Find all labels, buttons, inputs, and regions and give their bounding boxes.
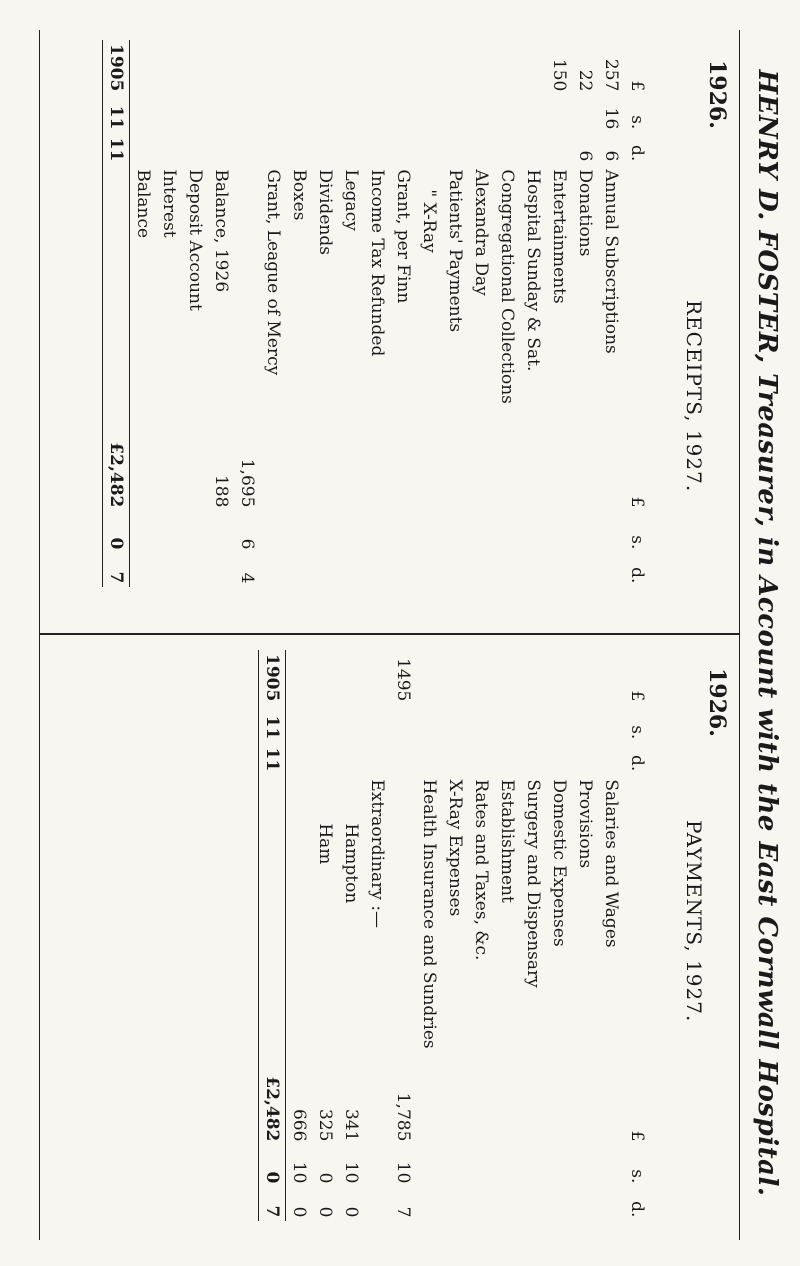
prev-pounds <box>182 40 208 95</box>
prev-pounds <box>338 40 364 95</box>
total-pounds: £2,482 <box>262 1076 282 1142</box>
account-row <box>338 650 364 1221</box>
amount-pence <box>390 553 416 587</box>
amount-shillings <box>260 511 286 553</box>
amount-pence <box>442 1187 468 1221</box>
amount-shillings <box>494 1145 520 1187</box>
prev-pence <box>130 133 157 165</box>
prev-pounds <box>390 40 416 95</box>
prev-pence <box>338 743 364 775</box>
prev-pence: 6 <box>601 150 621 162</box>
total-shillings: 0 <box>262 1171 282 1184</box>
row-label <box>234 165 260 438</box>
prev-shillings <box>468 95 494 133</box>
prev-shillings <box>416 95 442 133</box>
prev-pounds: 1495 <box>393 658 413 702</box>
total-shillings: 0 <box>106 537 126 550</box>
account-row <box>572 40 598 587</box>
account-row <box>546 650 572 1221</box>
row-label: Provisions <box>575 779 595 869</box>
row-label: Extraordinary :— <box>367 779 387 929</box>
row-label: Balance <box>133 169 153 239</box>
amount-pounds <box>442 1072 468 1145</box>
row-label: Legacy <box>341 169 361 231</box>
prev-pounds <box>286 40 312 95</box>
prev-pence <box>494 133 520 165</box>
account-row <box>494 650 520 1221</box>
account-row <box>572 650 598 1221</box>
amount-pounds <box>494 438 520 511</box>
prev-pounds <box>494 650 520 705</box>
row-label: Income Tax Refunded <box>367 169 387 357</box>
prev-pence <box>234 133 260 165</box>
amount-shillings <box>494 511 520 553</box>
amount-pounds <box>286 438 312 511</box>
row-label: Alexandra Day <box>471 169 491 296</box>
amount-shillings <box>130 511 157 553</box>
prev-pence <box>156 133 182 165</box>
row-label: Patients' Payments <box>445 169 465 333</box>
amount-pence <box>572 553 598 587</box>
amount-pounds <box>312 438 338 511</box>
account-row <box>416 40 442 587</box>
total-prev-pence: 11 <box>262 747 282 772</box>
col-head: £ <box>627 690 647 702</box>
amount-pounds <box>338 438 364 511</box>
prev-pounds <box>416 40 442 95</box>
amount-pence <box>260 553 286 587</box>
amount-pence <box>494 553 520 587</box>
total-pounds: £2,482 <box>106 442 126 508</box>
prev-shillings <box>546 95 572 133</box>
account-row <box>520 650 546 1221</box>
prev-pounds <box>286 650 313 705</box>
prev-shillings <box>130 95 157 133</box>
prev-pounds <box>338 650 364 705</box>
row-label: Congregational Collections <box>497 169 517 404</box>
amount-shillings <box>546 1145 572 1187</box>
account-row <box>364 650 390 1221</box>
account-row <box>234 40 260 587</box>
receipts-col-heads <box>624 40 650 587</box>
amount-pounds <box>130 438 157 511</box>
row-label: Dividends <box>315 169 335 255</box>
row-label: X-Ray Expenses <box>445 779 465 917</box>
receipts-total-row <box>103 40 130 587</box>
account-row <box>598 650 624 1221</box>
prev-pounds <box>234 40 260 95</box>
prev-pence <box>390 743 416 775</box>
amount-pence <box>468 553 494 587</box>
account-row <box>338 40 364 587</box>
column-divider <box>40 633 740 635</box>
page-heading: HENRY D. FOSTER, Treasurer, in Account with the East Cornwall Hospital. <box>752 69 782 1197</box>
account-row <box>390 40 416 587</box>
payments-title: PAYMENTS, 1927. <box>682 820 706 1023</box>
prev-pence <box>286 743 313 775</box>
prev-pounds <box>364 650 390 705</box>
prev-pence <box>312 743 338 775</box>
amount-shillings <box>598 511 624 553</box>
prev-shillings <box>156 95 182 133</box>
prev-shillings: 16 <box>601 107 621 130</box>
amount-shillings <box>364 511 390 553</box>
col-head: s. <box>627 1169 647 1184</box>
amount-pence <box>208 553 234 587</box>
prev-pence <box>208 133 234 165</box>
prev-pence <box>468 743 494 775</box>
prev-pounds: 257 <box>601 58 621 92</box>
prev-pounds <box>468 40 494 95</box>
prev-pounds <box>312 40 338 95</box>
amount-shillings <box>338 511 364 553</box>
total-prev-pounds: 1905 <box>262 654 282 702</box>
prev-pence <box>494 743 520 775</box>
prev-pence <box>442 133 468 165</box>
row-label: Salaries and Wages <box>601 779 621 948</box>
amount-pounds <box>364 1072 390 1145</box>
prev-pounds <box>156 40 182 95</box>
amount-pence <box>130 553 157 587</box>
row-label: Hampton <box>341 823 361 904</box>
account-row <box>416 650 442 1221</box>
receipts-prev-year: 1926. <box>704 60 730 129</box>
receipts-table <box>102 40 650 587</box>
amount-shillings <box>416 1145 442 1187</box>
prev-shillings <box>338 95 364 133</box>
amount-pounds <box>260 438 286 511</box>
account-row <box>468 650 494 1221</box>
amount-pounds <box>416 438 442 511</box>
amount-shillings <box>286 511 312 553</box>
amount-shillings: 10 <box>393 1161 413 1184</box>
prev-pounds <box>208 40 234 95</box>
prev-pence <box>416 743 442 775</box>
prev-shillings <box>260 95 286 133</box>
amount-pounds: 1,785 <box>393 1092 413 1142</box>
amount-pence: 0 <box>341 1206 361 1218</box>
amount-pounds <box>364 438 390 511</box>
amount-shillings <box>598 1145 624 1187</box>
row-label <box>286 775 313 1072</box>
amount-pounds <box>494 1072 520 1145</box>
prev-shillings <box>572 705 598 743</box>
account-row <box>442 40 468 587</box>
prev-shillings <box>208 95 234 133</box>
row-label: Domestic Expenses <box>549 779 569 947</box>
row-label: Rates and Taxes, &c. <box>471 779 491 961</box>
amount-pence <box>416 553 442 587</box>
prev-pence <box>468 133 494 165</box>
row-label: Ham <box>315 823 335 865</box>
prev-pounds <box>442 650 468 705</box>
amount-pence <box>520 553 546 587</box>
prev-pounds <box>546 650 572 705</box>
amount-pounds: 325 <box>315 1108 335 1142</box>
prev-pence <box>182 133 208 165</box>
row-label: Grant, League of Mercy <box>263 169 283 376</box>
account-row <box>312 40 338 587</box>
prev-pence <box>390 133 416 165</box>
prev-pence <box>546 743 572 775</box>
amount-shillings: 10 <box>341 1161 361 1184</box>
col-head: s. <box>627 115 647 130</box>
amount-pounds <box>520 438 546 511</box>
amount-pence <box>182 553 208 587</box>
amount-shillings: 6 <box>237 538 257 550</box>
amount-pounds <box>182 438 208 511</box>
top-rule <box>739 30 740 1240</box>
amount-pounds <box>468 1072 494 1145</box>
payments-prev-year: 1926. <box>704 668 730 737</box>
prev-pence <box>364 743 390 775</box>
total-prev-shillings: 11 <box>106 105 126 130</box>
row-label: Boxes <box>289 169 309 221</box>
total-prev-pounds: 1905 <box>106 44 126 92</box>
prev-pounds <box>520 40 546 95</box>
amount-pounds: 1,695 <box>237 458 257 508</box>
account-row <box>442 650 468 1221</box>
account-row <box>598 40 624 587</box>
prev-shillings <box>494 95 520 133</box>
row-label: Entertainments <box>549 169 569 304</box>
prev-pence <box>338 133 364 165</box>
prev-shillings <box>390 95 416 133</box>
prev-pence <box>598 743 624 775</box>
amount-shillings <box>156 511 182 553</box>
amount-pounds <box>156 438 182 511</box>
amount-pounds <box>572 1072 598 1145</box>
prev-shillings <box>494 705 520 743</box>
prev-shillings <box>442 705 468 743</box>
prev-pounds: 22 <box>575 69 595 92</box>
prev-shillings <box>520 705 546 743</box>
total-prev-shillings: 11 <box>262 715 282 740</box>
amount-pounds <box>416 1072 442 1145</box>
prev-shillings <box>182 95 208 133</box>
amount-pounds <box>390 438 416 511</box>
amount-shillings <box>182 511 208 553</box>
amount-pounds <box>546 1072 572 1145</box>
amount-pence: 7 <box>393 1206 413 1218</box>
row-label: Balance, 1926 <box>211 169 231 293</box>
prev-pounds <box>494 40 520 95</box>
prev-pounds <box>572 650 598 705</box>
prev-shillings <box>364 95 390 133</box>
amount-pence: 4 <box>237 572 257 584</box>
amount-pence: 0 <box>315 1206 335 1218</box>
prev-pounds <box>520 650 546 705</box>
receipts-title: RECEIPTS, 1927. <box>682 300 706 493</box>
row-label: Establishment <box>497 779 517 903</box>
amount-pounds <box>572 438 598 511</box>
total-pence: 7 <box>106 571 126 584</box>
prev-shillings <box>572 95 598 133</box>
amount-shillings <box>520 511 546 553</box>
account-row <box>468 40 494 587</box>
prev-shillings <box>416 705 442 743</box>
amount-shillings <box>312 511 338 553</box>
row-label: Hospital Sunday & Sat. <box>523 169 543 372</box>
prev-shillings <box>286 705 313 743</box>
amount-pence <box>598 1187 624 1221</box>
amount-pence <box>364 1187 390 1221</box>
amount-pence <box>520 1187 546 1221</box>
account-row <box>494 40 520 587</box>
account-row <box>390 650 416 1221</box>
amount-shillings <box>364 1145 390 1187</box>
amount-pence <box>546 1187 572 1221</box>
row-label: Deposit Account <box>185 169 205 311</box>
amount-shillings <box>468 511 494 553</box>
amount-pence: 0 <box>289 1206 309 1218</box>
prev-shillings <box>312 705 338 743</box>
amount-pounds <box>546 438 572 511</box>
prev-pence <box>572 743 598 775</box>
prev-pounds <box>442 40 468 95</box>
payments-col-heads <box>624 650 650 1221</box>
amount-shillings <box>520 1145 546 1187</box>
prev-pence <box>260 133 286 165</box>
total-prev-pence: 11 <box>106 137 126 162</box>
amount-pence <box>572 1187 598 1221</box>
prev-shillings <box>286 95 312 133</box>
account-row <box>312 650 338 1221</box>
row-label: " X-Ray <box>419 189 439 253</box>
amount-pence <box>156 553 182 587</box>
amount-shillings <box>390 511 416 553</box>
prev-shillings <box>338 705 364 743</box>
row-label <box>390 775 416 1072</box>
amount-pence <box>598 553 624 587</box>
prev-pounds <box>468 650 494 705</box>
amount-pounds <box>442 438 468 511</box>
col-head: £ <box>627 1130 647 1142</box>
amount-pence <box>312 553 338 587</box>
prev-pounds: 150 <box>549 58 569 92</box>
prev-shillings <box>364 705 390 743</box>
payments-total-row <box>259 650 286 1221</box>
amount-pounds <box>598 1072 624 1145</box>
prev-pence <box>416 133 442 165</box>
prev-pounds <box>364 40 390 95</box>
row-label: Annual Subscriptions <box>601 169 621 354</box>
prev-pounds <box>130 40 157 95</box>
prev-pounds <box>312 650 338 705</box>
amount-shillings <box>208 511 234 553</box>
prev-pence <box>312 133 338 165</box>
amount-shillings <box>442 511 468 553</box>
account-row <box>286 650 313 1221</box>
col-head: d. <box>627 567 647 584</box>
prev-shillings <box>442 95 468 133</box>
prev-shillings <box>312 95 338 133</box>
account-row <box>260 40 286 587</box>
amount-shillings <box>572 511 598 553</box>
prev-pounds <box>598 650 624 705</box>
prev-pence: 6 <box>575 150 595 162</box>
amount-pence <box>416 1187 442 1221</box>
prev-pence <box>442 743 468 775</box>
amount-pounds: 188 <box>211 474 231 508</box>
col-head: d. <box>627 755 647 772</box>
row-label: Surgery and Dispensary <box>523 779 543 988</box>
row-label: Grant, per Finn <box>393 169 413 304</box>
row-label: Donations <box>575 169 595 257</box>
bottom-rule <box>39 30 40 1240</box>
amount-pence <box>364 553 390 587</box>
amount-pounds: 341 <box>341 1108 361 1142</box>
amount-pounds <box>598 438 624 511</box>
account-row <box>182 40 208 587</box>
amount-pounds <box>520 1072 546 1145</box>
prev-pence <box>520 743 546 775</box>
amount-shillings <box>546 511 572 553</box>
prev-pence <box>546 133 572 165</box>
amount-pence <box>338 553 364 587</box>
prev-pounds <box>416 650 442 705</box>
amount-pence <box>442 553 468 587</box>
prev-pence <box>520 133 546 165</box>
account-row <box>546 40 572 587</box>
prev-shillings <box>390 705 416 743</box>
prev-shillings <box>598 705 624 743</box>
row-label: Health Insurance and Sundries <box>419 779 439 1049</box>
account-row <box>364 40 390 587</box>
prev-pence <box>286 133 312 165</box>
account-row <box>520 40 546 587</box>
amount-pence <box>286 553 312 587</box>
amount-shillings <box>468 1145 494 1187</box>
col-head: d. <box>627 145 647 162</box>
amount-pence <box>546 553 572 587</box>
amount-shillings: 0 <box>315 1172 335 1184</box>
col-head: £ <box>627 80 647 92</box>
col-head: d. <box>627 1201 647 1218</box>
prev-shillings <box>520 95 546 133</box>
prev-pence <box>364 133 390 165</box>
row-label: Interest <box>159 169 179 238</box>
col-head: £ <box>627 496 647 508</box>
prev-shillings <box>468 705 494 743</box>
amount-shillings <box>442 1145 468 1187</box>
amount-pence <box>494 1187 520 1221</box>
account-row <box>156 40 182 587</box>
account-row <box>286 40 312 587</box>
col-head: s. <box>627 725 647 740</box>
amount-shillings <box>572 1145 598 1187</box>
amount-pounds: 666 <box>289 1108 309 1142</box>
col-head: s. <box>627 535 647 550</box>
total-pence: 7 <box>262 1205 282 1218</box>
amount-shillings <box>416 511 442 553</box>
prev-shillings <box>546 705 572 743</box>
account-row <box>208 40 234 587</box>
payments-table <box>258 650 650 1221</box>
prev-shillings <box>234 95 260 133</box>
prev-pounds <box>260 40 286 95</box>
amount-shillings: 10 <box>289 1161 309 1184</box>
account-row <box>130 40 157 587</box>
amount-pounds <box>468 438 494 511</box>
amount-pence <box>468 1187 494 1221</box>
